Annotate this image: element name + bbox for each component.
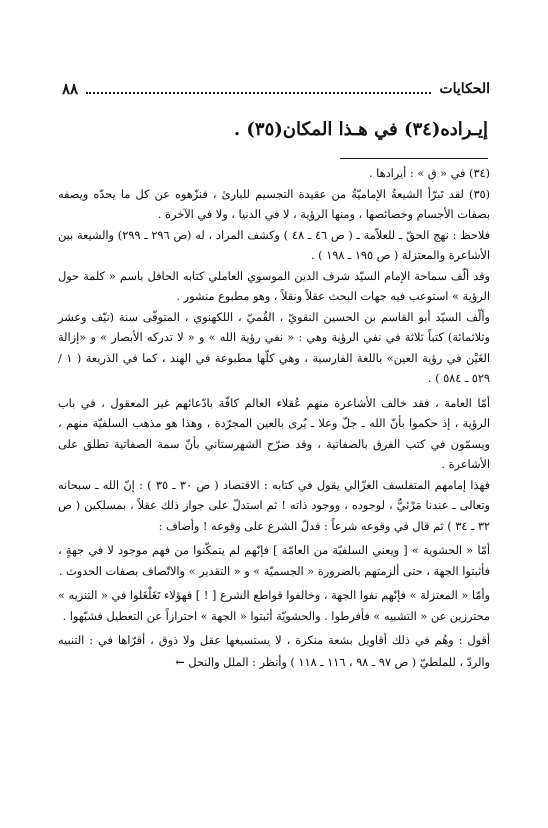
footnotes <box>58 164 490 673</box>
footnote-paragraph: وقد ألّف سماحة الإمام السيّد شرف الدين الموسوي العاملي كتابه الحافل باسم « كلمة حول الرؤية » استوعب فيه جهات البحث عقلاً ونقلاً ، وهو مطبوع منشور . <box>58 269 490 303</box>
dotted-leader <box>86 92 431 94</box>
footnote-quote: وأمّا « المعتزلة » فإنّهم نفوا الجهة ، وخالفوا قواطع الشرع [ ! ] فهؤلاء تَغَلْغَلوا في « التنزيه » محترزين عن « التشبيه » فأفرطوا . والحشويّة أثبتوا « الجهة » احترازاً عن التعطيل فشبّهوا . <box>58 589 490 623</box>
footnote-quote: أمّا « الحشوية » [ ويعني السلفيّة من العامّة ] فإنّهم لم يتمكّنوا من فهم موجود لا في جهةٍ ، فأثبتوا الجهة ، حتى ألزمتهم بالضرورة « الجسميّة » و « التقدير » والاتّصاف بصفات الحدوث . <box>58 544 490 578</box>
page-number: ٨٨ <box>62 80 79 98</box>
footnote-last-text: أقول : وهُم في ذلك أقاويل بشعة منكرة ، لا يستسيغها عقل ولا ذوق ، أقرّاها في : التنبيه والردّ ، للملطيّ ( ص ٩٧ ـ ٩٨ ، ١١٦ ـ ١١٨ ) وأنظر : الملل والنحل <box>58 634 490 669</box>
footnote-paragraph: وألّف السيّد أبو القاسم بن الحسين النقويّ ، القُميّ ، اللكهنوي ، المتوفّى سنة (نيّف وعشر وثلاثمائة) كتباً ثلاثة في نفي الرؤية وهي : « نفي رؤية الله » و « لا تدركه الأبصار » و «إزالة الغَيْن في رؤية العين» باللغة الفارسية ، وهي كلّها مطبوعة في الهند ، كما في الذريعة ( ١ / ٥٢٩ ـ ٥٨٤ ) . <box>58 310 490 385</box>
continuation-arrow-icon: ← <box>175 654 185 669</box>
footnote-divider <box>340 158 488 159</box>
footnote-paragraph: فهذا إمامهم المتفلسف الغزّالي يقول في كتابه : الاقتصاد ( ص ٣٠ ـ ٣٥ ) : إنّ الله ـ سبحانه وتعالى ـ عندنا مَرْئيٌّ ، لوجوده ، ووجود ذاته ! ثم استدلّ على جواز ذلك عقلاً ، بمسلكين ( ص ٣٢ ـ ٣٤ ) ثم قال في وقوعه شرعاً : فدلّ الشرع على وقوعه ! وأضاف : <box>58 478 490 533</box>
footnote-paragraph: فلاحظ : نهج الحقّ ـ للعلاّمة ـ ( ص ٤٦ ـ ٤٨ ) وكشف المراد ، له (ص ٢٩٦ ـ ٢٩٩) والشيعة بين الأشاعرة والمعتزلة ( ص ١٩٥ ـ ١٩٨ ) . <box>58 228 491 262</box>
footnote-34: (٣٤) في « ق » : أيرادها . <box>369 167 490 180</box>
footnote-paragraph <box>58 631 490 673</box>
footnote-35: (٣٥) لقد تَبرّأ الشيعةُ الإماميّةُ من عقيدة التجسيم للبارئ ، فنزّهوه عن كل ما يحدّه ويصفه بصفات الأجسام وخصائصها ، ومنها الرؤية ، لا في الدنيا ، ولا في الآخرة . <box>58 187 490 221</box>
footnote-paragraph: أمّا العامة ، فقد خالف الأشاعرة منهم عُقلاء العالم كافّة بادّعائهم غير المعقول ، في باب الرؤية ، إذ حكموا بأنّ الله ـ جلّ وعلا ـ يُرى بالعين المجرّدة ، وهذا هو مذهب السلفيّة منهم ، ويسمّون في كتب الفرق بالصفاتية ، وقد صرّح الشهرستاني بأنّ سمة الصفاتية تطلق على الأشاعرة . <box>58 396 490 471</box>
page-header <box>62 78 490 100</box>
main-text: إيـراده(٣٤) في هـذا المكان(٣٥) . <box>233 119 488 140</box>
running-title: الحكايات <box>439 81 490 97</box>
